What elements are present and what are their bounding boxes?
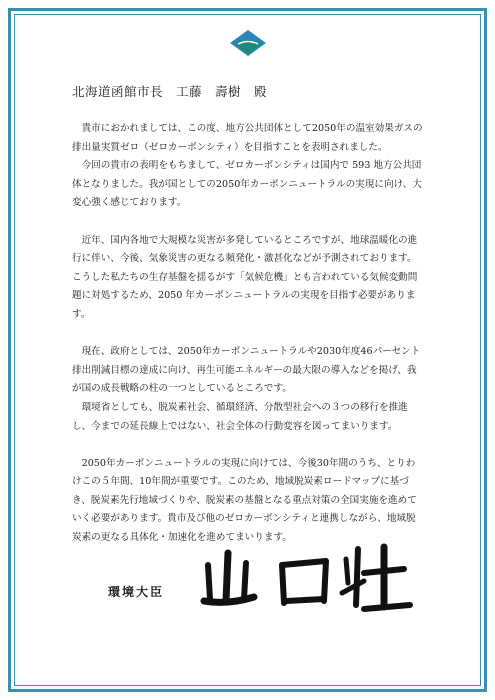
paragraph-1 [72,120,424,213]
paragraph-text: 2050年カーボンニュートラルの実現に向けては、今後30年間のうち、とりわけこの５年間、10年間が重要です。このため、地域脱炭素ロードマップに基づき、脱炭素先行地域づくりや、脱炭素の基盤となる重点対策の全国実施を進めていく必要があります。貴市及び他のゼロカーボンシティと連携しながら、地域脱炭素の更なる具体化・加速化を進めてまいります。 [72,457,417,544]
addressee: 北海道函館市長 工藤 壽樹 殿 [72,84,268,99]
paragraph-text: 今回の貴市の表明をもちまして、ゼロカーボンシティは国内で 593 地方公共団体となりました。我が国としての2050年カーボンニュートラルの実現に向け、大変心強く感じております。 [72,160,422,209]
paragraph-4 [72,455,424,548]
paragraph-2 [72,232,424,325]
signer-title: 環境大臣 [108,585,165,599]
paragraph-text: 貴市におかれましては、この度、地方公共団体として2050年の温室効果ガスの排出量実質ゼロ（ゼロカーボンシティ）を目指すことを表明されました。 [72,123,423,153]
paragraph-text: 環境省としても、脱炭素社会、循環経済、分散型社会への３つの移行を推進し、今までの延長線上ではない、社会全体の行動変容を図ってまいります。 [72,401,408,432]
handwritten-signature [198,543,423,623]
paragraph-text: 近年、国内各地で大規模な災害が多発しているところですが、地球温暖化の進行に伴い、今後、気象災害の更なる頻発化・激甚化などが予測されております。こうした私たちの生存基盤を揺るがす「気候危機」とも言われている気候変動問題に対処するため、2050 年カーボンニュートラルの実現を目指す必要があります。 [72,234,418,320]
paragraph-text: 現在、政府としては、2050年カーボンニュートラルや2030年度46パーセント排出削減目標の達成に向け、再生可能エネルギーの最大限の導入などを掲げ、我が国の成長戦略の柱の一つとしているところです。 [72,346,421,395]
paragraph-3 [72,343,424,436]
ministry-emblem-icon [230,30,266,56]
letter-body [72,120,424,548]
